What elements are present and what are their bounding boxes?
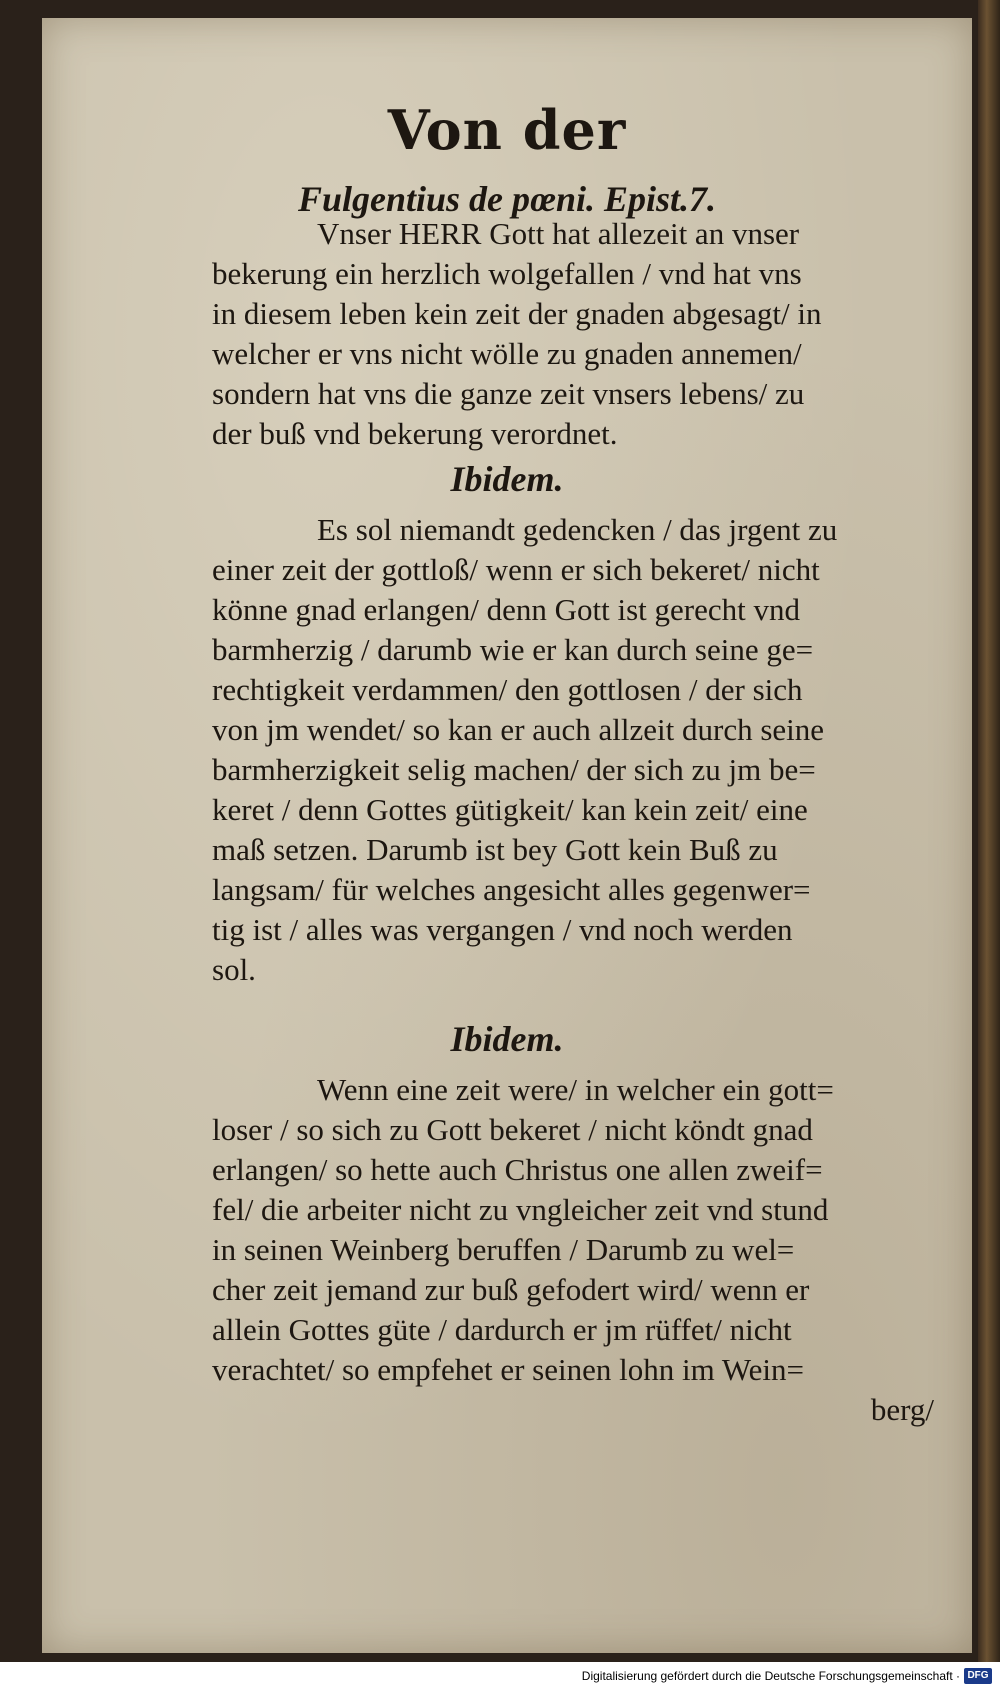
- text-line: Wenn eine zeit were/ in welcher ein gott=: [317, 1072, 834, 1107]
- paragraph-ibidem-2: [212, 1070, 982, 1430]
- digitization-footer: [0, 1662, 1000, 1692]
- text-line: erlangen/ so hette auch Christus one allen zweif=: [212, 1152, 823, 1187]
- paragraph-fulgentius: [212, 214, 982, 454]
- text-line: verachtet/ so empfehet er seinen lohn im Wein=: [212, 1352, 805, 1387]
- text-line: cher zeit jemand zur buß gefodert wird/ wenn er: [212, 1272, 810, 1307]
- book-page: [42, 18, 972, 1653]
- text-line: in seinen Weinberg beruffen / Darumb zu wel=: [212, 1232, 795, 1267]
- text-line: langsam/ für welches angesicht alles gegenwer=: [212, 872, 811, 907]
- text-line: barmherzig / darumb wie er kan durch seine ge=: [212, 632, 814, 667]
- text-line: sondern hat vns die ganze zeit vnsers lebens/ zu: [212, 376, 805, 411]
- text-line: keret / denn Gottes gütigkeit/ kan kein zeit/ eine: [212, 792, 808, 827]
- running-head: Von der: [387, 98, 627, 162]
- funding-credit: Digitalisierung gefördert durch die Deutsche Forschungsgemeinschaft ·: [581, 1669, 960, 1683]
- text-line: bekerung ein herzlich wolgefallen / vnd hat vns: [212, 256, 802, 291]
- text-line: von jm wendet/ so kan er auch allzeit durch seine: [212, 712, 825, 747]
- text-line: Vnser HERR Gott hat allezeit an vnser: [317, 216, 800, 251]
- text-line: könne gnad erlangen/ denn Gott ist gerecht vnd: [212, 592, 800, 627]
- text-line: sol.: [212, 952, 256, 987]
- text-line: tig ist / alles was vergangen / vnd noch werden: [212, 912, 793, 947]
- text-line: Es sol niemandt gedencken / das jrgent zu: [317, 512, 838, 547]
- text-line: welcher er vns nicht wölle zu gnaden annemen/: [212, 336, 802, 371]
- text-line: rechtigkeit verdammen/ den gottlosen / der sich: [212, 672, 803, 707]
- paragraph-ibidem-1: [212, 510, 982, 990]
- text-line: einer zeit der gottloß/ wenn er sich bekeret/ nicht: [212, 552, 820, 587]
- section-title-ibidem-1: Ibidem.: [450, 459, 564, 499]
- section-title-ibidem-2: Ibidem.: [450, 1019, 564, 1059]
- text-line: allein Gottes güte / dardurch er jm rüffet/ nicht: [212, 1312, 792, 1347]
- text-line: maß setzen. Darumb ist bey Gott kein Buß zu: [212, 832, 778, 867]
- dfg-logo: DFG: [964, 1668, 992, 1684]
- catchword: berg/: [870, 1392, 934, 1427]
- text-line: in diesem leben kein zeit der gnaden abgesagt/ in: [212, 296, 822, 331]
- text-line: barmherzigkeit selig machen/ der sich zu jm be=: [212, 752, 816, 787]
- text-line: loser / so sich zu Gott bekeret / nicht köndt gnad: [212, 1112, 813, 1147]
- text-line: fel/ die arbeiter nicht zu vngleicher zeit vnd stund: [212, 1192, 829, 1227]
- text-line: der buß vnd bekerung verordnet.: [212, 416, 618, 451]
- section-title-fulgentius: Fulgentius de pœni. Epist.7.: [297, 179, 717, 219]
